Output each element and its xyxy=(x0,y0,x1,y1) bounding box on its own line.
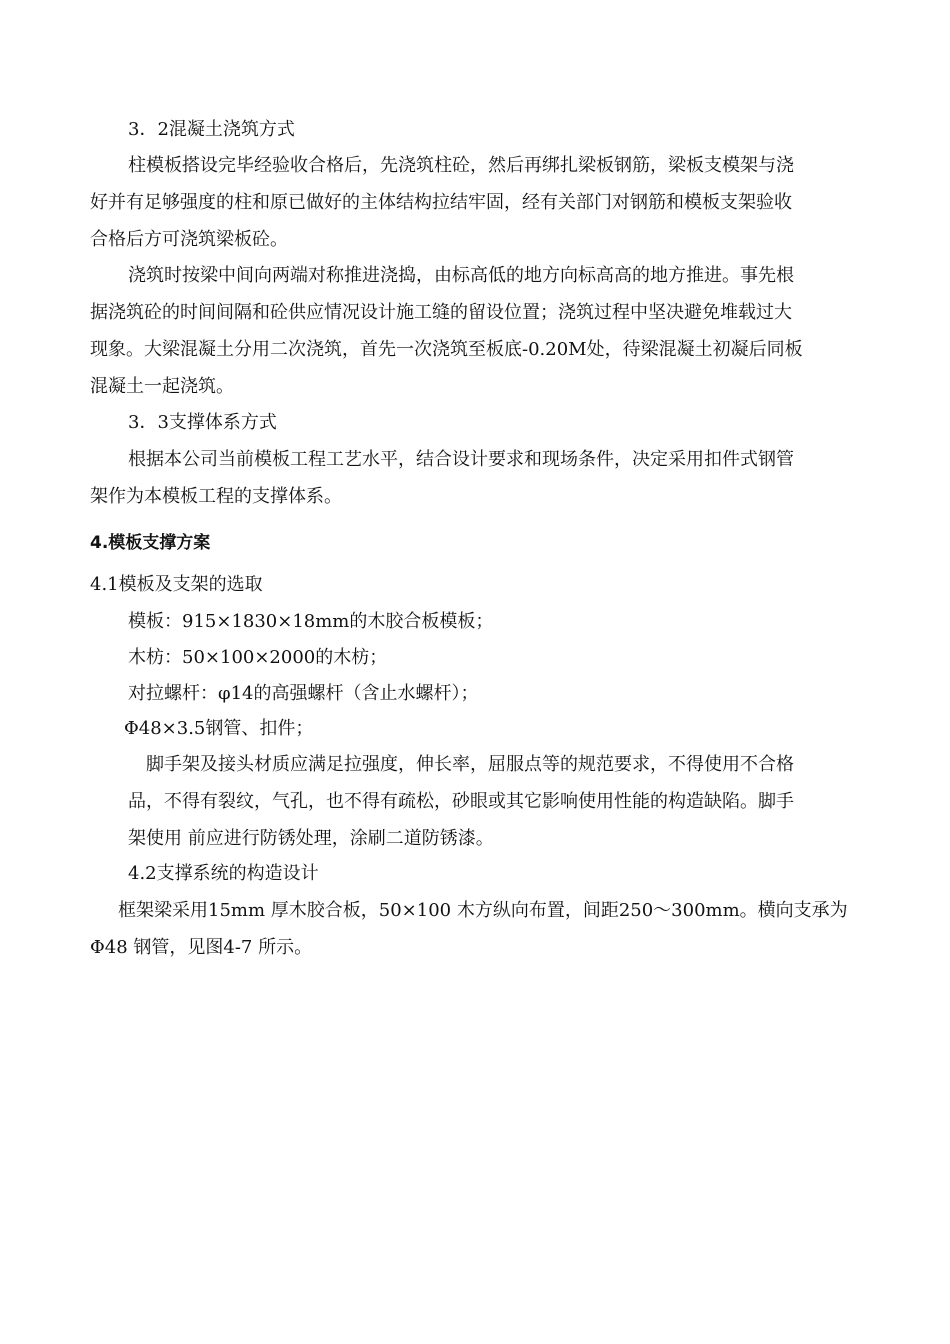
paragraph-line: 根据本公司当前模板工程工艺水平，结合设计要求和现场条件，决定采用扣件式钢管 xyxy=(128,449,794,470)
section-heading-4-1: 4.1模板及支架的选取 xyxy=(90,574,263,595)
paragraph-line: 混凝土一起浇筑。 xyxy=(90,376,234,397)
paragraph-line: 柱模板搭设完毕经验收合格后，先浇筑柱砼，然后再绑扎梁板钢筋，梁板支模架与浇 xyxy=(128,155,794,176)
paragraph-line: 脚手架及接头材质应满足拉强度，伸长率，屈服点等的规范要求，不得使用不合格 xyxy=(146,754,794,775)
paragraph-line: 品，不得有裂纹，气孔，也不得有疏松，砂眼或其它影响使用性能的构造缺陷。脚手 xyxy=(128,791,794,812)
paragraph-line: 框架梁采用15mm 厚木胶合板，50×100 木方纵向布置，间距250～300mm。横向支承为 xyxy=(118,900,848,921)
section-heading-3-3: 3．3支撑体系方式 xyxy=(128,412,277,433)
section-heading-4: 4.模板支撑方案 xyxy=(90,533,211,553)
list-item: 模板：915×1830×18mm的木胶合板模板； xyxy=(128,611,494,632)
paragraph-line: 合格后方可浇筑梁板砼。 xyxy=(90,229,288,250)
list-item: Φ48×3.5钢管、扣件； xyxy=(124,718,314,739)
list-item: 木枋：50×100×2000的木枋； xyxy=(128,647,388,668)
section-heading-4-2: 4.2支撑系统的构造设计 xyxy=(128,863,319,884)
list-item: 对拉螺杆：φ14的高强螺杆（含止水螺杆）； xyxy=(128,683,479,704)
section-heading-3-2: 3．2混凝土浇筑方式 xyxy=(128,119,295,140)
paragraph-line: 架使用 前应进行防锈处理，涂刷二道防锈漆。 xyxy=(128,828,494,849)
paragraph-line: 架作为本模板工程的支撑体系。 xyxy=(90,486,342,507)
paragraph-line: 据浇筑砼的时间间隔和砼供应情况设计施工缝的留设位置；浇筑过程中坚决避免堆载过大 xyxy=(90,302,792,323)
paragraph-line: Φ48 钢管，见图4-7 所示。 xyxy=(90,937,313,958)
paragraph-line: 现象。大梁混凝土分用二次浇筑，首先一次浇筑至板底-0.20M处，待梁混凝土初凝后同板 xyxy=(90,339,803,360)
paragraph-line: 浇筑时按梁中间向两端对称推进浇捣，由标高低的地方向标高高的地方推进。事先根 xyxy=(128,265,794,286)
paragraph-line: 好并有足够强度的柱和原已做好的主体结构拉结牢固，经有关部门对钢筋和模板支架验收 xyxy=(90,192,792,213)
